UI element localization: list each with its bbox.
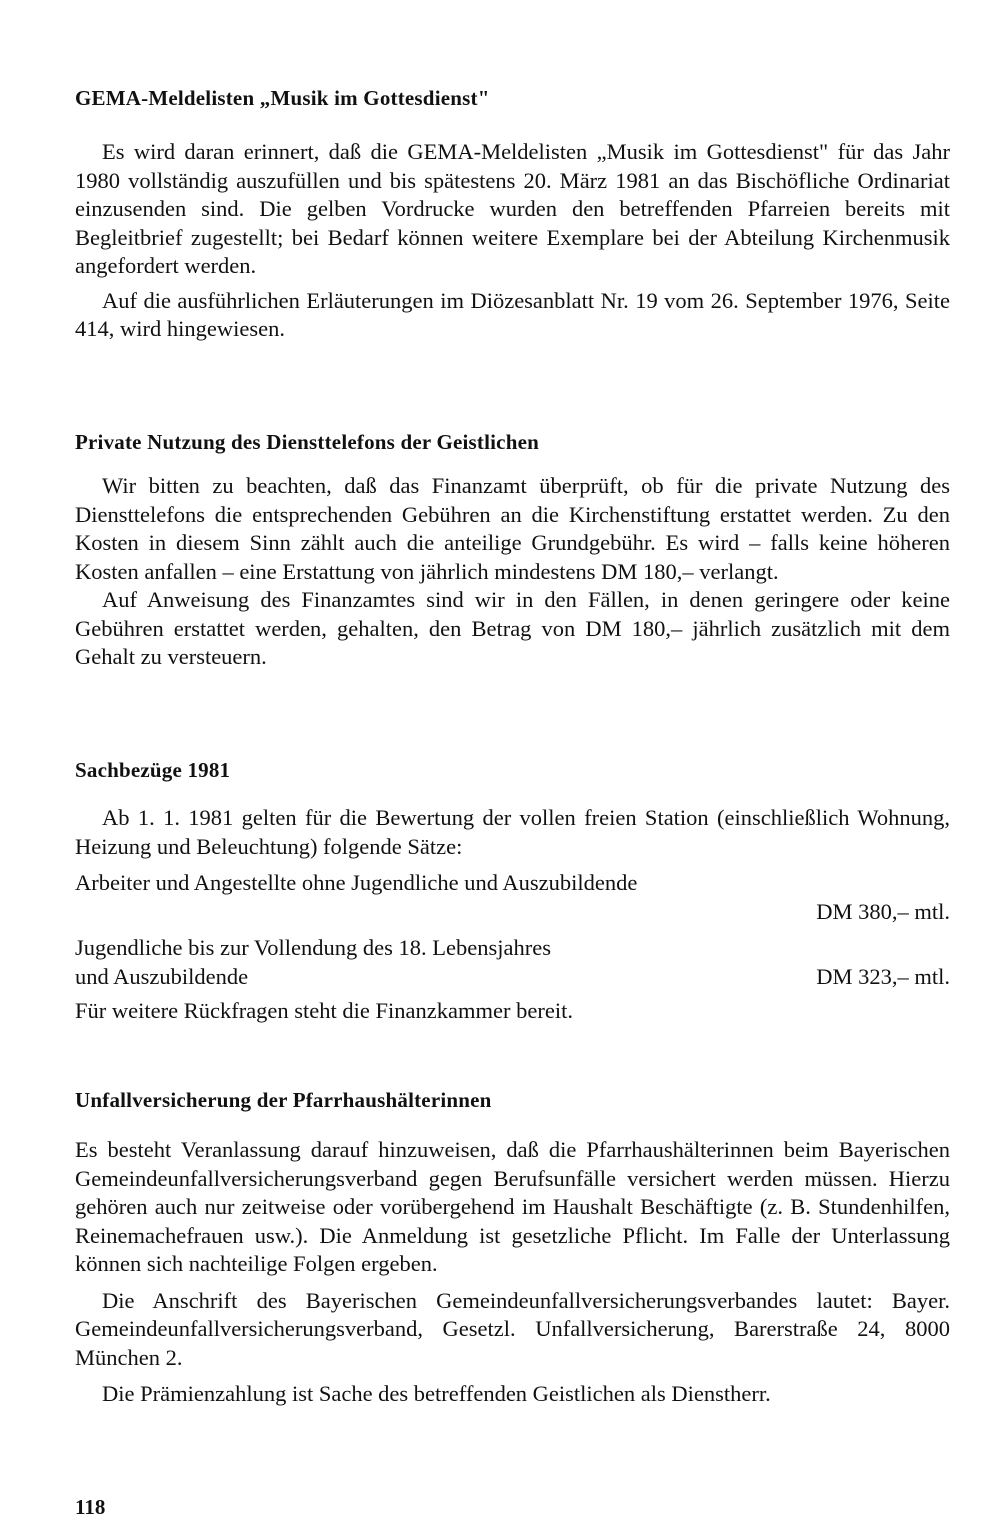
paragraph: Auf die ausführlichen Erläuterungen im Diözesanblatt Nr. 19 vom 26. September 1976, Seite 414, wird hingewiesen. [75, 287, 950, 341]
page-number: 118 [75, 1495, 106, 1519]
paragraph: Es besteht Veranlassung darauf hinzuweisen, daß die Pfarrhaushälterinnen beim Bayerischen Gemeindeunfallversicherungsverband gegen Berufsunfälle versichert werden müssen. Hierzu gehören auch nur zeitweise oder vorübergehend im Haushalt Beschäftigte (z. B. Stundenhilfen, Reinemachefrauen usw.). Die Anmeldung ist gesetzliche Pflicht. Im Falle der Unterlassung können sich nachteilige Folgen ergeben. [75, 1137, 950, 1276]
rate-amount: DM 380,– mtl. [816, 898, 950, 924]
paragraph: Auf Anweisung des Finanzamtes sind wir in den Fällen, in denen geringere oder keine Gebühren erstattet werden, gehalten, den Betrag von DM 180,– jährlich zusätzlich mit dem Gehalt zu versteuern. [75, 587, 950, 669]
section-heading: Private Nutzung des Diensttelefons der Geistlichen [75, 430, 539, 454]
paragraph: Die Anschrift des Bayerischen Gemeindeunfallversicherungsverbandes lautet: Bayer. Gemeindeunfallversicherungsverband, Gesetzl. Unfallversicherung, Barerstraße 24, 8000 München 2. [75, 1287, 950, 1370]
rate-amount: DM 323,– mtl. [816, 963, 950, 989]
section-heading: GEMA-Meldelisten „Musik im Gottesdienst" [75, 86, 490, 110]
paragraph: Für weitere Rückfragen steht die Finanzkammer bereit. [75, 998, 573, 1023]
paragraph: Die Prämienzahlung ist Sache des betreffenden Geistlichen als Dienstherr. [102, 1381, 771, 1406]
paragraph: Wir bitten zu beachten, daß das Finanzamt überprüft, ob für die private Nutzung des Diensttelefons die entsprechenden Gebühren an die Kirchenstiftung erstattet werden. Zu den Kosten in diesem Sinn zählt auch die anteilige Grundgebühr. Es wird – falls keine höheren Kosten anfallen – eine Erstattung von jährlich mindestens DM 180,– verlangt. [75, 473, 950, 584]
rate-row [75, 934, 950, 991]
rate-row [75, 869, 950, 926]
section-unfallversicherung [75, 1086, 950, 1409]
section-heading: Sachbezüge 1981 [75, 758, 231, 782]
section-sachbezuege [75, 756, 950, 1026]
section-heading: Unfallversicherung der Pfarrhaushälterinnen [75, 1088, 492, 1112]
rate-label: Jugendliche bis zur Vollendung des 18. Lebensjahres [75, 935, 551, 960]
rate-label: und Auszubildende [75, 963, 249, 989]
rate-label: Arbeiter und Angestellte ohne Jugendliche und Auszubildende [75, 870, 638, 895]
paragraph: Ab 1. 1. 1981 gelten für die Bewertung der vollen freien Station (einschließlich Wohnung, Heizung und Beleuchtung) folgende Sätze: [75, 805, 950, 859]
paragraph: Es wird daran erinnert, daß die GEMA-Meldelisten „Musik im Gottesdienst" für das Jahr 1980 vollständig auszufüllen und bis spätestens 20. März 1981 an das Bischöfliche Ordinariat einzusenden sind. Die gelben Vordrucke wurden den betreffenden Pfarreien bereits mit Begleitbrief zugestellt; bei Bedarf können weitere Exemplare bei der Abteilung Kirchenmusik angefordert werden. [75, 139, 950, 278]
section-gema-meldelisten [75, 84, 950, 344]
section-diensttelefon [75, 428, 950, 672]
